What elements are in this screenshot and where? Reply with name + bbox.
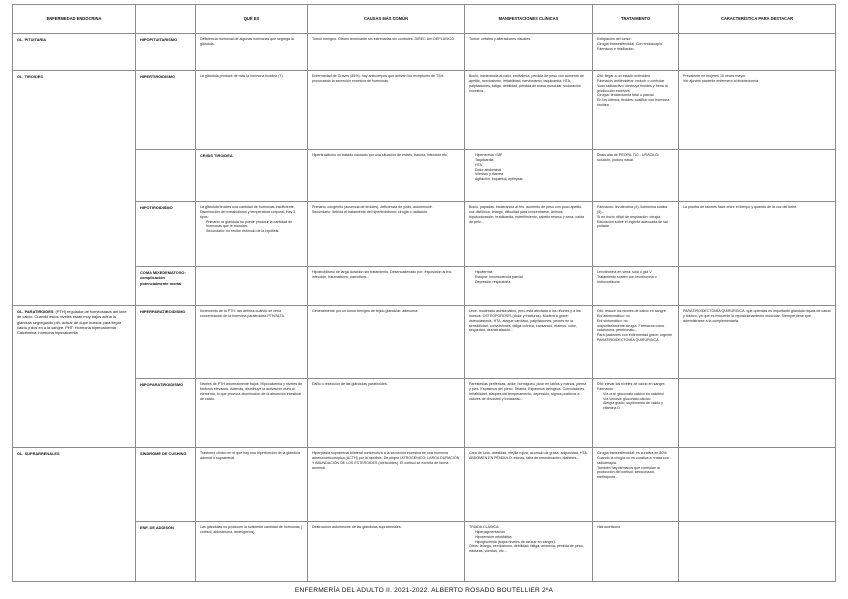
list-item: Ver ajustes paciente enfermero al tiroidectomía. — [683, 78, 760, 83]
destacar-cell — [679, 202, 836, 267]
manif-cell: Cara de luna, obesidad, mejilla rojiza, acumulo de grasa, adiposidad, HTA, ABDOMEN EN PÉNDULO, estrías, falta de menstruación, diabetes... — [465, 448, 593, 522]
list-item: Tratamiento sostén con levotiroxina o hidrocortisona — [597, 274, 657, 284]
list-item: Vía oral: gluconato cálcico tío calcitriol — [603, 391, 664, 396]
disease-addison: ENF. DE ADDISON — [136, 522, 196, 582]
header-causas: CAUSAS MÁS COMÚN — [308, 5, 465, 34]
trat-cell — [593, 306, 679, 379]
list-item: Hipotensión ortostática — [475, 534, 512, 539]
page-footer: ENFERMERÍA DEL ADULTO II. 2021-2022. ALBERTO ROSADO BOUTELLIER 2ºA — [294, 587, 554, 594]
list-item: En los últimos, tiroides: sustituir con hormona tiroidea — [597, 98, 670, 108]
manif-cell: Bocio, intolerancia al calor, exoftalmía, pérdida de peso con aumento de apetito, nerviosismo, irritabilidad, nerviosismo, taquicardia, HTA, palpitaciones, fatiga, debilidad, pérdida de masa muscular, sudoración excesiva... — [465, 71, 593, 150]
trat-cell — [593, 150, 679, 202]
list-item: Hipoglucemia (bajos niveles de azúcar en sangre). — [475, 539, 556, 544]
list-item: Agitación, inquietud, epilepsia — [475, 177, 523, 182]
empty-cell — [679, 267, 836, 306]
trat-cell — [593, 448, 679, 522]
disease-hipopituitarismo: HIPOPITUITARISMO — [136, 34, 196, 71]
table-row — [13, 150, 836, 202]
disease-hipertiroidismo: HIPERTIROIDISMO — [136, 71, 196, 150]
gland-paratiroides — [13, 306, 136, 448]
gland-pituitaria: GL. PITUITARIA — [13, 34, 136, 71]
list-item: PARATIROIDECTOMÍA QUIRÚRGICA — [597, 338, 659, 343]
trat-cell — [593, 267, 679, 306]
list-item: Dosis alta de PROPIL TIO - URACILO: solución, yoduro nasal. — [597, 153, 659, 162]
list-item: Fármacos antitiroideos: reducir o controlar — [597, 78, 665, 83]
trat-cell — [593, 71, 679, 150]
header-row — [13, 5, 836, 34]
causa-cell: Destrucción autoinmune de las glándulas suprarrenales. — [308, 522, 465, 582]
list-item: Ofd: llegar a un estado eutiroideo — [597, 74, 651, 78]
manif-cell: Bocio, papadas, intolerancia al frío, aumento de peso con poco apetito, voz disfónica, letargo, dificultad para concentrarse, ánimos, hiposudoración, bradicardia, estreñimiento, cabello reseco y seca, caída de pelo... — [465, 202, 593, 267]
header-que-es: QUÉ ES — [196, 5, 308, 34]
list-item: Estupor: inconsciencia parcial — [475, 274, 523, 279]
table-row — [13, 71, 836, 150]
list-item: Yodo radioactivo: destruye tiroides y frena la producción excesiva — [597, 83, 668, 93]
manif-cell — [465, 267, 593, 306]
list-item: Hidrocortisona — [597, 525, 621, 529]
gland-tiroides: GL. TIROIDES — [13, 71, 136, 306]
destacar-cell — [679, 34, 836, 71]
disease-cushing: SÍNDROME DE CUSHING — [136, 448, 196, 522]
que-es-cell: Trastorno clínico en el que hay una hiperfunción de la glándula adrenal o suprarrenal. — [196, 448, 308, 522]
list-item: HTA — [475, 162, 482, 167]
manif-cell — [465, 522, 593, 582]
causa-cell — [308, 202, 465, 267]
list-item: Hipotermia — [475, 270, 493, 274]
empty-cell — [196, 267, 308, 306]
que-es-cell: Las glándulas no producen la suficiente cantidad de hormonas ( cortisol, aldosterona, andrógenos). — [196, 522, 308, 582]
list-item: La prueba de talones hace entre el tiempo y quando de la voz del bebé. — [683, 205, 798, 209]
disease-coma-mixedematoso: COMA MIXEDEMATOSO: complicación potencialmente mortal — [136, 267, 196, 306]
table-row — [13, 448, 836, 522]
disease-hipotiroidismo: HIPOTIROIDISMO — [136, 202, 196, 267]
causa-cell: Generalmente por un tumor benigno de tejido glandular: adenoma. — [308, 306, 465, 379]
destacar-cell: PARATIROIDECTOMÍA QUIRÚRGICA: que operalas es importante glándula riquas de calcio y fósforo, ya que es frecuente la reposicionamiento muscular. Siempre tiene que administrarse a la complementarla. — [679, 306, 836, 379]
causa-cell: Tumor benigno. Otroen terminante sin estrenarlas sin controles. DIREC Um DEPLASICO — [308, 34, 465, 71]
list-item: Fármacos: — [597, 386, 614, 391]
list-item: Para pacientes con enfermedad grave: urgente — [597, 333, 673, 338]
list-item: Vómitos y diarrea — [475, 172, 503, 177]
disease-hipoparatiroidismo: HIPOPARATIROIDISMO — [136, 379, 196, 448]
list-item: Enf asintomático: no. — [597, 313, 631, 318]
list-item: Ofd: reducir los niveles de calcio en sangre. — [597, 309, 667, 313]
empty-cell — [679, 150, 836, 202]
empty-cell — [679, 522, 836, 582]
list-item: Secundario: no recibe estímulo de la hipófisis. — [206, 229, 280, 234]
trat-cell — [593, 379, 679, 448]
manif-cell: Parestesias periféricas: ardor, hormigueo, picor en labios y manos, pierna y pies. Espasmos del plexo. Tetania. Espasmos laríngeos. Convulsiones. Irritabilidad, ataques del temperamento, depresión, signos positivos a valores de chvostek y trousseau... — [465, 379, 593, 448]
list-item: Depresión respiratoria — [475, 279, 511, 284]
destacar-cell — [679, 71, 836, 150]
list-item: Cuando la cirugía no es curativa a, tratar con radioterapia. — [597, 455, 669, 465]
list-item: Cirugía: tiroidectomía total o parcial — [597, 93, 654, 98]
manif-cell — [465, 150, 593, 202]
list-item: TRIADA CLÁSICA: — [469, 525, 500, 529]
list-item: Primario: la glándula no puede producir la cantidad de hormonas que le mandan. — [206, 219, 293, 229]
list-item: Alergia grado: suplemento de calcio y vitamina D — [603, 401, 663, 411]
trat-cell — [593, 202, 679, 267]
table-row — [13, 379, 836, 448]
list-item: mayoritariamente cirugía. Fármacos como calcitonina, peretronato... — [597, 323, 665, 333]
list-item: Hipertermia >38º — [475, 153, 502, 157]
manif-cell: Leve: moderado asintomático, pero está afectada a los riñones y a los huesos: OSTEOPOROSIS (dolor y fracturas). Modera a grave: osteoclastosis, HTA, ataque cardíaco, palpitaciones, peores en la sensibilidad, convulsiones, fatiga crónica, cansancio, mareos, color, sequedad, deshidratación... — [465, 306, 593, 379]
empty-cell — [679, 448, 836, 522]
list-item: Primario: congénito (ausencia de tiroides), deficiencia de yodo, autoinmune. — [312, 205, 433, 209]
list-item: Fármacos e irradiación. — [597, 46, 635, 51]
gland-note: : (PTH) regulador de homeostasis del ione de calcio. Cuando estos niveles están muy bajos actúa la glándula segregando pth, actuar de dupe huesos para llegar calcio y dos en a la sangre. PHT: Hormona hipercalcemia Calcitonina: hormona hipocalcemia — [17, 309, 127, 336]
endocrine-table — [12, 4, 836, 582]
list-item: Enf sintomático: no — [597, 318, 628, 323]
trat-cell — [593, 34, 679, 71]
list-item: Otros: letargo, nerviosismo, debilidad, fatiga, anorexia, pérdida de peso, náuseas, vómitos, etc... — [469, 544, 584, 554]
header-empty — [136, 5, 196, 34]
header-enfermedad: ENFERMEDAD ENDOCRINA — [13, 5, 136, 34]
que-es-cell: Deficiencia hormonal de algunas hormonas que segrega la glándula. — [196, 34, 308, 71]
table-row — [13, 522, 836, 582]
que-es-cell: La glándula produce de más la hormona tiroidea (T). — [196, 71, 308, 150]
gland-suprarrenales: GL. SUPRARRENALES — [13, 448, 136, 582]
list-item: Ofd: elevar los niveles de calcio en sangre. — [597, 382, 666, 386]
header-manifestaciones: MANIFESTACIONES CLÍNICAS — [465, 5, 593, 34]
list-item: Dolor abdominal — [475, 167, 502, 172]
table-row — [13, 34, 836, 71]
disease-hiperparatiroidismo: HIPERPARATIROIDISMO — [136, 306, 196, 379]
list-item: Cirugía transesfenoidal: es curativa en 80%. — [597, 451, 668, 455]
que-es-cell: Incremento de la PTH: tan definos cuando se vería concentración de la hormona paratiroidea PTH/ALTA. — [196, 306, 308, 379]
empty-cell — [136, 150, 196, 202]
list-item: Vía venosa: gluconato cálcico — [603, 396, 651, 401]
table-row — [13, 306, 836, 379]
gland-label: GL. PARATIROIDES — [17, 309, 54, 314]
list-item: Cirugía transesfenoidal. Con endoscopio. — [597, 41, 663, 46]
header-tratamiento: TRATAMIENTO — [593, 5, 679, 34]
list-item: Educación sobre el ingente adecuada de sal yodada. — [597, 219, 668, 229]
causa-cell: Hipotiroidismo de larga duración sin tratamiento. Desencadenado por: exposición al frío, infección, traumatismo, narcóticos... — [308, 267, 465, 306]
causa-cell: Hiperplasia suprarrenal bilateral consecutiva a la secreción excesiva de una hormona adrenocorticotrópica (ACTH) por la hipófisis. De origen IATROGÉNICO: LARGA DURACIÓN Y ABUNDACIÓN DE LOS ESTEROIDES (corticoides). El cortisol se excreta de forma anormal. — [308, 448, 465, 522]
que-es-cell: Niveles de PTH anormalmente bajos. Hipocalcemia y niveles de fósforos elevados. Además, disminuye la activación ósea al elemento, lo que provoca disminución de la absorción intestinal de calcio. — [196, 379, 308, 448]
causa-cell: Daño o resección de las glándulas paratiroides. — [308, 379, 465, 448]
causa-cell: Hipertiroidismo no tratado causado por una situación de estrés: trauma, infección etc. — [308, 150, 465, 202]
manif-cell: Tumor: cefalea y alteraciones visuales. — [465, 34, 593, 71]
header-destacar: CARACTERÍSTICA PARA DESTACAR — [679, 5, 836, 34]
list-item: Si en bocio difícil de respiración: cirugía — [597, 214, 661, 219]
list-item: También hay fármacos que controlan la producción del cortisol: ketoconazol, metirapona... — [597, 465, 660, 480]
list-item: La glándula tiroides una cantidad de hormonas insuficiente. Disminución del metabolismo y temperatura corporal. Hay 3 tipos: — [200, 205, 296, 219]
empty-cell — [679, 379, 836, 448]
list-item: Taquicardia — [475, 157, 494, 162]
list-item: Levotiroxina en vena: sola o glol V — [597, 270, 652, 274]
list-item: Prevalente en mujeres 10 veces mayor. — [683, 74, 747, 78]
list-item: Hiperpigmentación — [475, 529, 505, 534]
trat-cell — [593, 522, 679, 582]
list-item: Extirpación del tumor: — [597, 37, 632, 41]
disease-crisis-tiroidea: CRISIS TIROIDEA — [196, 150, 308, 202]
list-item: Secundario: debido al tratamiento del hipertiroidismo: cirugía o radiación. — [312, 209, 429, 214]
table-row — [13, 267, 836, 306]
list-item: Fármacos: levotiroxina (4), liotironina sódica (5)... — [597, 205, 668, 214]
causa-cell: Enfermedad de Graves (85%): hay anticuerpos que activan los receptores de TSH, provocando la secreción excesiva de hormonas. — [308, 71, 465, 150]
table-row — [13, 202, 836, 267]
que-es-cell — [196, 202, 308, 267]
